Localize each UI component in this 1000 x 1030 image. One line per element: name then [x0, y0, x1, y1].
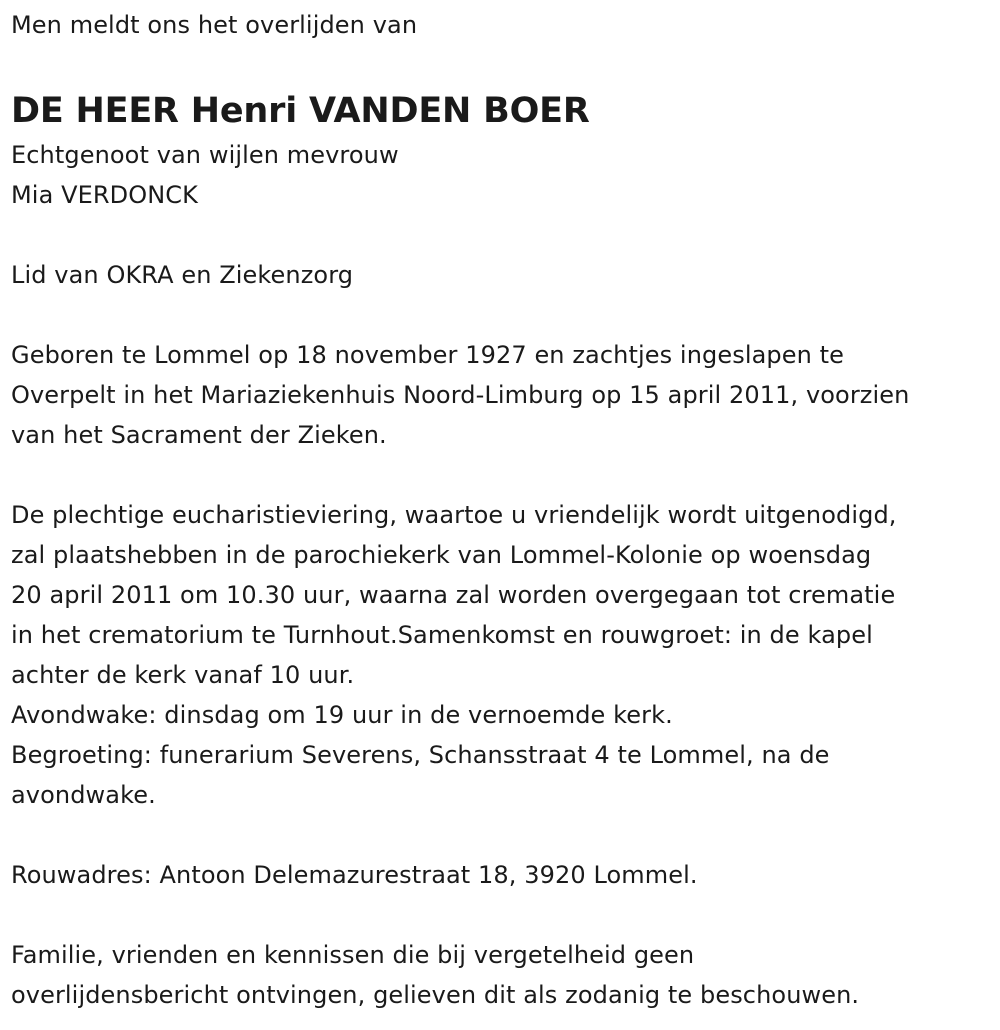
- paragraph-line: Avondwake: dinsdag om 19 uur in de vernoemde kerk.: [11, 701, 673, 729]
- spacer: [11, 895, 996, 935]
- paragraph-line: Overpelt in het Mariaziekenhuis Noord-Limburg op 15 april 2011, voorzien: [11, 381, 910, 409]
- birth-paragraph: [11, 335, 996, 455]
- paragraph-line: De plechtige eucharistieviering, waartoe u vriendelijk wordt uitgenodigd,: [11, 501, 897, 529]
- deceased-name: DE HEER Henri VANDEN BOER: [11, 91, 590, 131]
- paragraph-line: avondwake.: [11, 781, 156, 809]
- spouse-name: Mia VERDONCK: [11, 181, 198, 209]
- spacer: [11, 295, 996, 335]
- paragraph-line: zal plaatshebben in de parochiekerk van Lommel-Kolonie op woensdag: [11, 541, 872, 569]
- spacer: [11, 455, 996, 495]
- address-text: Rouwadres: Antoon Delemazurestraat 18, 3920 Lommel.: [11, 861, 698, 889]
- paragraph-line: van het Sacrament der Zieken.: [11, 421, 387, 449]
- paragraph-line: overlijdensbericht ontvingen, gelieven dit als zodanig te beschouwen.: [11, 981, 860, 1009]
- paragraph-line: Begroeting: funerarium Severens, Schansstraat 4 te Lommel, na de: [11, 741, 830, 769]
- spacer: [11, 215, 996, 255]
- paragraph-line: achter de kerk vanaf 10 uur.: [11, 661, 355, 689]
- spacer: [11, 815, 996, 855]
- ceremony-paragraph: [11, 495, 996, 815]
- paragraph-line: Geboren te Lommel op 18 november 1927 en zachtjes ingeslapen te: [11, 341, 845, 369]
- paragraph-line: 20 april 2011 om 10.30 uur, waarna zal worden overgegaan tot crematie: [11, 581, 896, 609]
- closing-paragraph: [11, 935, 996, 1015]
- spouse-line: Echtgenoot van wijlen mevrouw: [11, 141, 399, 169]
- paragraph-line: in het crematorium te Turnhout.Samenkomst en rouwgroet: in de kapel: [11, 621, 873, 649]
- paragraph-line: Familie, vrienden en kennissen die bij vergetelheid geen: [11, 941, 695, 969]
- death-notice: [11, 0, 996, 1015]
- intro-text: Men meldt ons het overlijden van: [11, 11, 418, 39]
- membership-text: Lid van OKRA en Ziekenzorg: [11, 261, 354, 289]
